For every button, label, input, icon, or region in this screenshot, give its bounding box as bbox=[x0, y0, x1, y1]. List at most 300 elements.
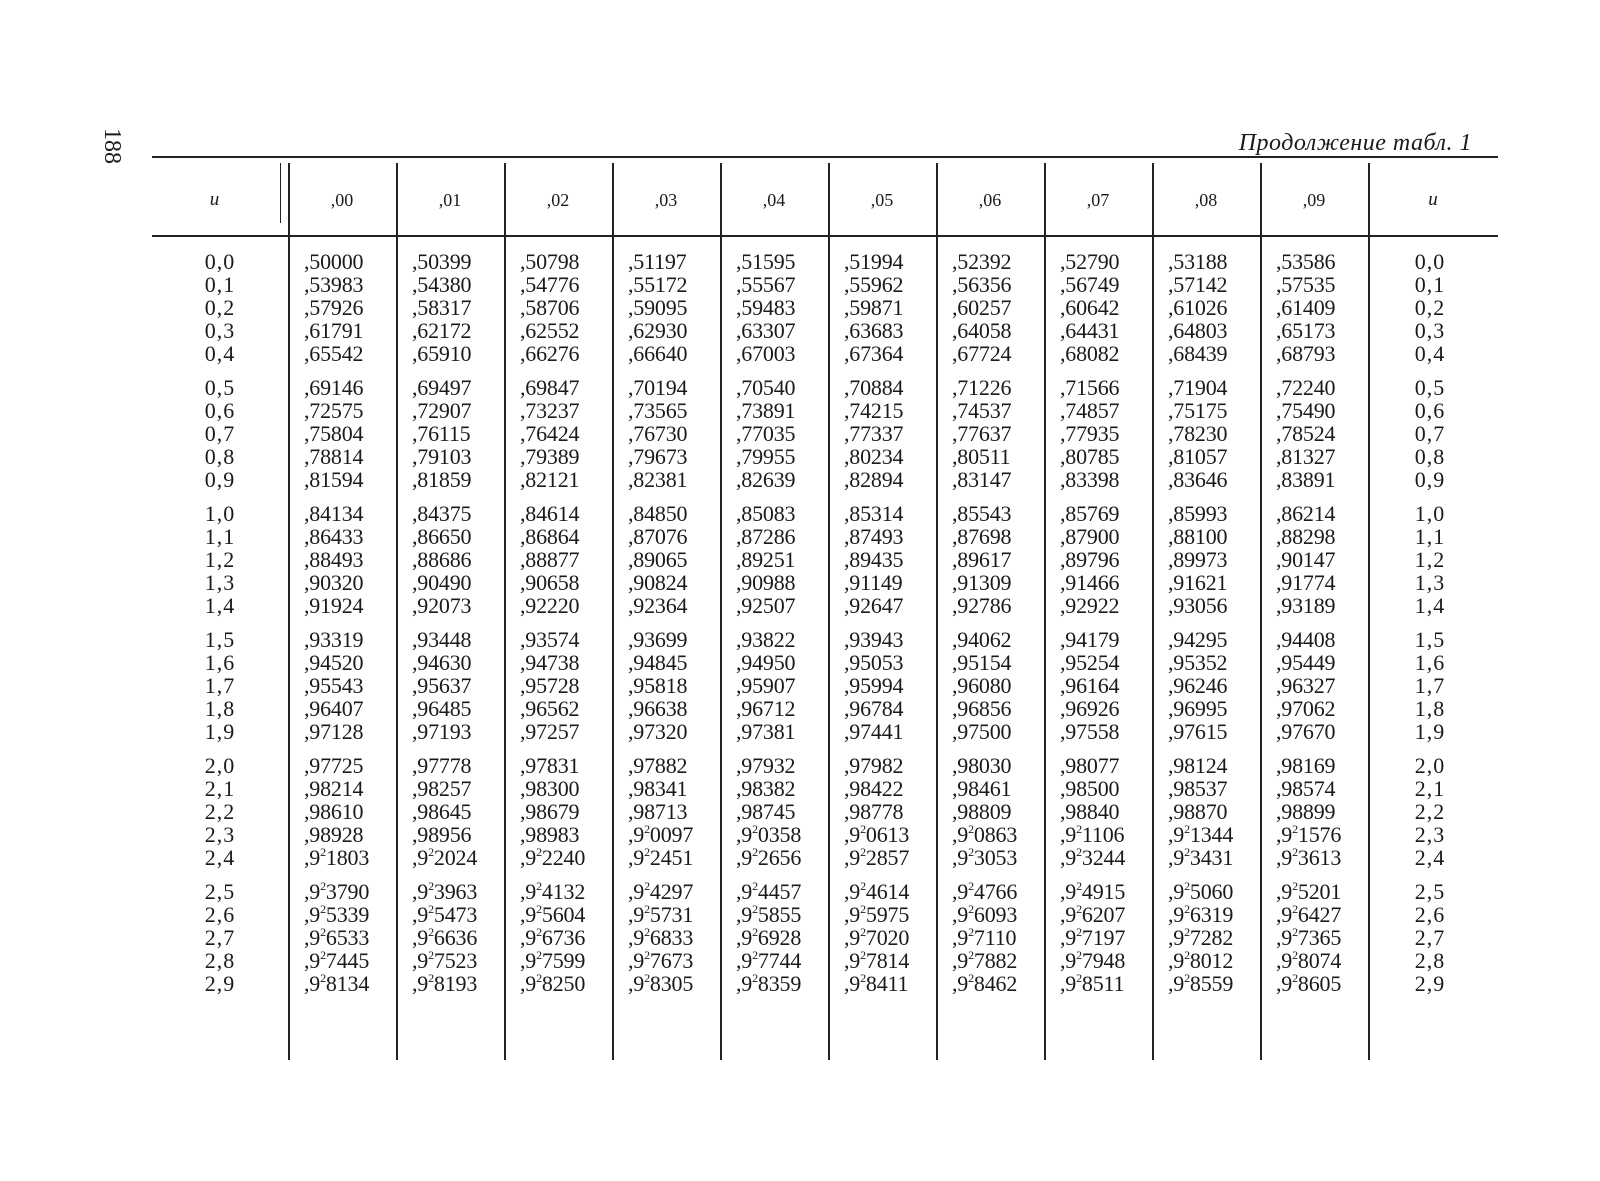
table-cell: $,9^23431$ bbox=[1168, 845, 1234, 870]
page-number: 188 bbox=[99, 128, 125, 164]
table-cell: ,69497 bbox=[412, 375, 472, 400]
table-cell: ,93822 bbox=[736, 627, 796, 652]
table-cell: ,94520 bbox=[304, 650, 364, 675]
table-cell: $,9^27948$ bbox=[1060, 948, 1126, 973]
table-cell: 2,1 bbox=[1414, 776, 1446, 801]
table-cell: ,52790 bbox=[1060, 249, 1120, 274]
table-cell: ,52392 bbox=[952, 249, 1012, 274]
table-cell: ,77035 bbox=[736, 421, 796, 446]
header-column: ,00 bbox=[330, 190, 354, 210]
table-cell: 1,3 bbox=[1414, 570, 1446, 595]
table-cell: ,79955 bbox=[736, 444, 796, 469]
table-cell: ,95637 bbox=[412, 673, 472, 698]
table-cell: ,97882 bbox=[628, 753, 688, 778]
table-cell: ,76730 bbox=[628, 421, 688, 446]
table-cell: 1,8 bbox=[204, 696, 236, 721]
table-cell: ,96712 bbox=[736, 696, 796, 721]
table-cell: ,98077 bbox=[1060, 753, 1120, 778]
table-cell: ,82894 bbox=[844, 467, 904, 492]
table-cell: ,54380 bbox=[412, 272, 472, 297]
table-cell: ,56749 bbox=[1060, 272, 1120, 297]
table-cell: ,88493 bbox=[304, 547, 364, 572]
table-cell: ,78814 bbox=[304, 444, 364, 469]
u-column-left bbox=[170, 250, 270, 995]
table-cell: ,96784 bbox=[844, 696, 904, 721]
table-cell: $,9^25975$ bbox=[844, 902, 910, 927]
table-cell: ,98983 bbox=[520, 822, 580, 847]
table-cell: ,78524 bbox=[1276, 421, 1336, 446]
table-cell: 2,7 bbox=[1414, 925, 1446, 950]
table-cell: $,9^23244$ bbox=[1060, 845, 1126, 870]
table-cell: $,9^22024$ bbox=[412, 845, 478, 870]
table-cell: ,76424 bbox=[520, 421, 580, 446]
table-cell: $,9^21803$ bbox=[304, 845, 370, 870]
table-cell: ,75175 bbox=[1168, 398, 1228, 423]
table-cell: ,80511 bbox=[952, 444, 1011, 469]
table-cell: 0,5 bbox=[1414, 375, 1446, 400]
table-cell: ,97778 bbox=[412, 753, 472, 778]
table-cell: ,79389 bbox=[520, 444, 580, 469]
table-cell: ,67724 bbox=[952, 341, 1012, 366]
table-cell: ,98461 bbox=[952, 776, 1012, 801]
table-cell: 0,3 bbox=[204, 318, 236, 343]
table-cell: $,9^28411$ bbox=[844, 971, 909, 996]
table-cell: ,96164 bbox=[1060, 673, 1120, 698]
table-cell: ,85993 bbox=[1168, 501, 1228, 526]
table-cell: $,9^22240$ bbox=[520, 845, 586, 870]
header-column: ,08 bbox=[1194, 190, 1218, 210]
table-cell: ,77935 bbox=[1060, 421, 1120, 446]
u-column-right bbox=[1380, 250, 1480, 995]
header-column: ,02 bbox=[546, 190, 570, 210]
table-cell: ,73891 bbox=[736, 398, 796, 423]
table-cell: ,73237 bbox=[520, 398, 580, 423]
table-cell: ,98574 bbox=[1276, 776, 1336, 801]
table-cell: $,9^28134$ bbox=[304, 971, 370, 996]
table-cell: ,69146 bbox=[304, 375, 364, 400]
table-cell: ,93699 bbox=[628, 627, 688, 652]
table-cell: ,95818 bbox=[628, 673, 688, 698]
table-cell: ,98645 bbox=[412, 799, 472, 824]
table-cell: ,98899 bbox=[1276, 799, 1336, 824]
table-cell: ,96080 bbox=[952, 673, 1012, 698]
table-cell: ,62930 bbox=[628, 318, 688, 343]
table-cell: ,50000 bbox=[304, 249, 364, 274]
table-cell: ,55962 bbox=[844, 272, 904, 297]
table-cell: ,63307 bbox=[736, 318, 796, 343]
table-cell: ,74537 bbox=[952, 398, 1012, 423]
table-cell: ,94295 bbox=[1168, 627, 1228, 652]
table-cell: ,95154 bbox=[952, 650, 1012, 675]
table-cell: ,98030 bbox=[952, 753, 1012, 778]
table-cell: 1,5 bbox=[1414, 627, 1446, 652]
table-cell: ,60642 bbox=[1060, 295, 1120, 320]
table-cell: $,9^24766$ bbox=[952, 879, 1018, 904]
table-cell: $,9^28511$ bbox=[1060, 971, 1125, 996]
table-cell: $,9^25339$ bbox=[304, 902, 370, 927]
table-cell: ,98840 bbox=[1060, 799, 1120, 824]
table-cell: $,9^26427$ bbox=[1276, 902, 1342, 927]
table-cell: $,9^27882$ bbox=[952, 948, 1018, 973]
table-cell: ,59871 bbox=[844, 295, 904, 320]
table-cell: $,9^26736$ bbox=[520, 925, 586, 950]
table-cell: 2,0 bbox=[1414, 753, 1446, 778]
table-cell: $,9^24614$ bbox=[844, 879, 910, 904]
table-cell: 0,1 bbox=[204, 272, 236, 297]
table-cell: ,81057 bbox=[1168, 444, 1228, 469]
table-cell: ,61791 bbox=[304, 318, 364, 343]
table-cell: ,98713 bbox=[628, 799, 688, 824]
table-cell: ,96856 bbox=[952, 696, 1012, 721]
value-column bbox=[396, 250, 520, 995]
table-cell: ,93056 bbox=[1168, 593, 1228, 618]
table-cell: ,87493 bbox=[844, 524, 904, 549]
value-column bbox=[288, 250, 412, 995]
table-cell: ,84850 bbox=[628, 501, 688, 526]
table-cell: ,92364 bbox=[628, 593, 688, 618]
table-cell: ,59483 bbox=[736, 295, 796, 320]
table-cell: ,51994 bbox=[844, 249, 904, 274]
table-cell: $,9^23613$ bbox=[1276, 845, 1342, 870]
table-cell: $,9^24297$ bbox=[628, 879, 694, 904]
table-cell: ,98745 bbox=[736, 799, 796, 824]
table-cell: ,96246 bbox=[1168, 673, 1228, 698]
table-cell: $,9^23963$ bbox=[412, 879, 478, 904]
table-cell: ,83891 bbox=[1276, 467, 1336, 492]
table-cell: 0,4 bbox=[204, 341, 236, 366]
table-cell: ,98124 bbox=[1168, 753, 1228, 778]
table-cell: ,93189 bbox=[1276, 593, 1336, 618]
header-u-right: u bbox=[1428, 189, 1438, 210]
table-cell: 0,4 bbox=[1414, 341, 1446, 366]
table-cell: ,96327 bbox=[1276, 673, 1336, 698]
table-cell: ,80785 bbox=[1060, 444, 1120, 469]
table-cell: ,85083 bbox=[736, 501, 796, 526]
table-cell: ,63683 bbox=[844, 318, 904, 343]
table-cell: ,72575 bbox=[304, 398, 364, 423]
table-cell: ,97932 bbox=[736, 753, 796, 778]
table-cell: ,97558 bbox=[1060, 719, 1120, 744]
table-cell: ,97615 bbox=[1168, 719, 1228, 744]
table-cell: 1,0 bbox=[1414, 501, 1446, 526]
table-cell: $,9^26533$ bbox=[304, 925, 370, 950]
table-cell: 0,2 bbox=[204, 295, 236, 320]
table-cell: ,84614 bbox=[520, 501, 580, 526]
table-cell: 1,2 bbox=[1414, 547, 1446, 572]
table-cell: 0,9 bbox=[1414, 467, 1446, 492]
table-cell: ,96926 bbox=[1060, 696, 1120, 721]
table-cell: ,58706 bbox=[520, 295, 580, 320]
table-cell: $,9^26093$ bbox=[952, 902, 1018, 927]
table-cell: $,9^27020$ bbox=[844, 925, 910, 950]
table-cell: ,61409 bbox=[1276, 295, 1336, 320]
table-cell: 0,5 bbox=[204, 375, 236, 400]
table-cell: $,9^27814$ bbox=[844, 948, 910, 973]
table-cell: ,83646 bbox=[1168, 467, 1228, 492]
table-cell: ,72907 bbox=[412, 398, 472, 423]
table-cell: 2,2 bbox=[204, 799, 236, 824]
header-column: ,06 bbox=[978, 190, 1002, 210]
table-cell: ,92507 bbox=[736, 593, 796, 618]
value-column bbox=[1044, 250, 1168, 995]
table-cell: ,95254 bbox=[1060, 650, 1120, 675]
table-cell: ,98169 bbox=[1276, 753, 1336, 778]
table-cell: ,90147 bbox=[1276, 547, 1336, 572]
table-cell: ,98257 bbox=[412, 776, 472, 801]
table-cell: $,9^28359$ bbox=[736, 971, 802, 996]
table-cell: ,98809 bbox=[952, 799, 1012, 824]
table-cell: ,91309 bbox=[952, 570, 1012, 595]
header-column: ,07 bbox=[1086, 190, 1110, 210]
table-cell: $,9^21344$ bbox=[1168, 822, 1234, 847]
table-cell: $,9^25604$ bbox=[520, 902, 586, 927]
table-cell: $,9^24457$ bbox=[736, 879, 802, 904]
table-cell: $,9^28012$ bbox=[1168, 948, 1234, 973]
table-cell: ,87698 bbox=[952, 524, 1012, 549]
header-column: ,01 bbox=[438, 190, 462, 210]
table-cell: 2,3 bbox=[1414, 822, 1446, 847]
table-cell: 2,9 bbox=[1414, 971, 1446, 996]
table-cell: ,86214 bbox=[1276, 501, 1336, 526]
table-cell: 1,4 bbox=[1414, 593, 1446, 618]
table-cell: ,79103 bbox=[412, 444, 472, 469]
table-cell: ,50798 bbox=[520, 249, 580, 274]
table-cell: 1,7 bbox=[204, 673, 236, 698]
table-cell: 0,1 bbox=[1414, 272, 1446, 297]
table-cell: ,94408 bbox=[1276, 627, 1336, 652]
table-cell: ,65910 bbox=[412, 341, 472, 366]
table-cell: ,86433 bbox=[304, 524, 364, 549]
table-cell: ,54776 bbox=[520, 272, 580, 297]
header-u-left: u bbox=[209, 189, 220, 210]
table-cell: ,69847 bbox=[520, 375, 580, 400]
table-cell: ,68082 bbox=[1060, 341, 1120, 366]
table-cell: $,9^27197$ bbox=[1060, 925, 1126, 950]
table-cell: 1,9 bbox=[204, 719, 236, 744]
table-cell: $,9^27673$ bbox=[628, 948, 694, 973]
table-cell: 0,9 bbox=[204, 467, 236, 492]
table-cell: $,9^28462$ bbox=[952, 971, 1018, 996]
table-cell: ,97670 bbox=[1276, 719, 1336, 744]
table-cell: 2,8 bbox=[204, 948, 236, 973]
value-column bbox=[828, 250, 952, 995]
table-cell: $,9^28250$ bbox=[520, 971, 586, 996]
table-cell: ,84134 bbox=[304, 501, 364, 526]
table-cell: 2,6 bbox=[204, 902, 236, 927]
table-cell: $,9^22857$ bbox=[844, 845, 910, 870]
table-cell: ,87286 bbox=[736, 524, 796, 549]
value-column bbox=[720, 250, 844, 995]
table-cell: ,72240 bbox=[1276, 375, 1336, 400]
table-cell: ,55172 bbox=[628, 272, 688, 297]
table-cell: ,82639 bbox=[736, 467, 796, 492]
header-column: ,03 bbox=[654, 190, 678, 210]
table-cell: ,89617 bbox=[952, 547, 1012, 572]
table-cell: ,57535 bbox=[1276, 272, 1336, 297]
table-cell: 0,8 bbox=[204, 444, 236, 469]
table-cell: ,57926 bbox=[304, 295, 364, 320]
table-cell: ,91621 bbox=[1168, 570, 1228, 595]
table-cell: 1,6 bbox=[204, 650, 236, 675]
table-cell: $,9^27365$ bbox=[1276, 925, 1342, 950]
table-cell: $,9^27599$ bbox=[520, 948, 586, 973]
table-cell: ,97500 bbox=[952, 719, 1012, 744]
table-cell: 1,1 bbox=[1414, 524, 1446, 549]
table-cell: ,77637 bbox=[952, 421, 1012, 446]
table-cell: ,57142 bbox=[1168, 272, 1228, 297]
table-cell: ,97831 bbox=[520, 753, 580, 778]
table-cell: $,9^27744$ bbox=[736, 948, 802, 973]
table-cell: ,98214 bbox=[304, 776, 364, 801]
table-cell: ,64058 bbox=[952, 318, 1012, 343]
table-cell: ,53188 bbox=[1168, 249, 1228, 274]
table-cell: ,91924 bbox=[304, 593, 364, 618]
table-cell: ,67003 bbox=[736, 341, 796, 366]
table-cell: ,98500 bbox=[1060, 776, 1120, 801]
table-cell: 2,3 bbox=[204, 822, 236, 847]
table-cell: $,9^28305$ bbox=[628, 971, 694, 996]
table-cell: ,51595 bbox=[736, 249, 796, 274]
table-cell: $,9^20863$ bbox=[952, 822, 1018, 847]
table-cell: ,51197 bbox=[628, 249, 687, 274]
table-cell: $,9^28074$ bbox=[1276, 948, 1342, 973]
table-cell: ,92220 bbox=[520, 593, 580, 618]
table-cell: 2,7 bbox=[204, 925, 236, 950]
table-cell: ,81327 bbox=[1276, 444, 1336, 469]
table-cell: ,50399 bbox=[412, 249, 472, 274]
table-cell: ,97128 bbox=[304, 719, 364, 744]
table-cell: ,93574 bbox=[520, 627, 580, 652]
table-cell: ,86864 bbox=[520, 524, 580, 549]
table-cell: ,66276 bbox=[520, 341, 580, 366]
table-cell: ,96407 bbox=[304, 696, 364, 721]
table-cell: ,79673 bbox=[628, 444, 688, 469]
table-cell: ,75490 bbox=[1276, 398, 1336, 423]
table-cell: 0,6 bbox=[204, 398, 236, 423]
table-cell: ,82381 bbox=[628, 467, 688, 492]
table-cell: ,97257 bbox=[520, 719, 580, 744]
table-cell: ,77337 bbox=[844, 421, 904, 446]
table-cell: ,60257 bbox=[952, 295, 1012, 320]
table-cell: ,82121 bbox=[520, 467, 580, 492]
table-cell: ,92786 bbox=[952, 593, 1012, 618]
table-cell: ,97320 bbox=[628, 719, 688, 744]
table-cell: ,70194 bbox=[628, 375, 688, 400]
table-cell: ,94179 bbox=[1060, 627, 1120, 652]
table-cell: ,94062 bbox=[952, 627, 1012, 652]
table-cell: ,53586 bbox=[1276, 249, 1336, 274]
table-cell: ,61026 bbox=[1168, 295, 1228, 320]
table-cell: ,70884 bbox=[844, 375, 904, 400]
table-cell: 0,2 bbox=[1414, 295, 1446, 320]
table-cell: $,9^27282$ bbox=[1168, 925, 1234, 950]
table-cell: ,88298 bbox=[1276, 524, 1336, 549]
table-cell: ,91149 bbox=[844, 570, 903, 595]
table-cell: ,64431 bbox=[1060, 318, 1120, 343]
table-cell: $,9^24132$ bbox=[520, 879, 586, 904]
table-cell: ,97725 bbox=[304, 753, 364, 778]
table-cell: ,93319 bbox=[304, 627, 364, 652]
table-cell: $,9^25855$ bbox=[736, 902, 802, 927]
table-cell: ,55567 bbox=[736, 272, 796, 297]
table-cell: 2,4 bbox=[204, 845, 236, 870]
table-cell: ,97441 bbox=[844, 719, 904, 744]
table-cell: ,94630 bbox=[412, 650, 472, 675]
value-column bbox=[612, 250, 736, 995]
table-cell: $,9^28559$ bbox=[1168, 971, 1234, 996]
table-cell: ,91774 bbox=[1276, 570, 1336, 595]
table-cell: ,74215 bbox=[844, 398, 904, 423]
table-cell: ,97982 bbox=[844, 753, 904, 778]
table-cell: 0,3 bbox=[1414, 318, 1446, 343]
table-cell: ,89796 bbox=[1060, 547, 1120, 572]
table-cell: ,96485 bbox=[412, 696, 472, 721]
table-cell: $,9^27110$ bbox=[952, 925, 1017, 950]
table-cell: 2,5 bbox=[204, 879, 236, 904]
table-cell: ,98382 bbox=[736, 776, 796, 801]
table-cell: ,83147 bbox=[952, 467, 1012, 492]
table-cell: ,65542 bbox=[304, 341, 364, 366]
table-cell: ,95053 bbox=[844, 650, 904, 675]
table-cell: ,65173 bbox=[1276, 318, 1336, 343]
top-rule bbox=[152, 156, 1498, 158]
header-rule bbox=[152, 235, 1498, 237]
table-cell: ,71904 bbox=[1168, 375, 1228, 400]
table-cell: $,9^21576$ bbox=[1276, 822, 1342, 847]
header-column: ,04 bbox=[762, 190, 786, 210]
table-cell: ,74857 bbox=[1060, 398, 1120, 423]
table-caption: Продолжение табл. 1 bbox=[1238, 130, 1472, 156]
table-cell: $,9^28605$ bbox=[1276, 971, 1342, 996]
table-cell: ,98956 bbox=[412, 822, 472, 847]
table-cell: ,98300 bbox=[520, 776, 580, 801]
table-cell: ,66640 bbox=[628, 341, 688, 366]
table-cell: ,95728 bbox=[520, 673, 580, 698]
table-cell: ,92073 bbox=[412, 593, 472, 618]
table-cell: ,71226 bbox=[952, 375, 1012, 400]
table-cell: ,64803 bbox=[1168, 318, 1228, 343]
value-column bbox=[504, 250, 628, 995]
table-cell: ,59095 bbox=[628, 295, 688, 320]
table-cell: ,81594 bbox=[304, 467, 364, 492]
table-cell: ,62172 bbox=[412, 318, 472, 343]
table-cell: ,90824 bbox=[628, 570, 688, 595]
table-cell: 1,4 bbox=[204, 593, 236, 618]
table-cell: ,98928 bbox=[304, 822, 364, 847]
table-cell: ,71566 bbox=[1060, 375, 1120, 400]
table-cell: $,9^26319$ bbox=[1168, 902, 1234, 927]
table-cell: ,89251 bbox=[736, 547, 796, 572]
table-cell: $,9^27523$ bbox=[412, 948, 478, 973]
table-cell: ,84375 bbox=[412, 501, 472, 526]
table-cell: 2,0 bbox=[204, 753, 236, 778]
table-cell: $,9^25731$ bbox=[628, 902, 694, 927]
table-cell: 2,5 bbox=[1414, 879, 1446, 904]
table-cell: 1,2 bbox=[204, 547, 236, 572]
table-cell: ,88877 bbox=[520, 547, 580, 572]
table-cell: 0,0 bbox=[1414, 249, 1446, 274]
table-cell: ,98341 bbox=[628, 776, 688, 801]
table-cell: ,81859 bbox=[412, 467, 472, 492]
table-cell: ,98610 bbox=[304, 799, 364, 824]
table-cell: ,90490 bbox=[412, 570, 472, 595]
table-cell: 2,4 bbox=[1414, 845, 1446, 870]
table-cell: ,95543 bbox=[304, 673, 364, 698]
table-cell: ,76115 bbox=[412, 421, 471, 446]
table-cell: ,94950 bbox=[736, 650, 796, 675]
table-cell: 1,7 bbox=[1414, 673, 1446, 698]
table-cell: ,95994 bbox=[844, 673, 904, 698]
